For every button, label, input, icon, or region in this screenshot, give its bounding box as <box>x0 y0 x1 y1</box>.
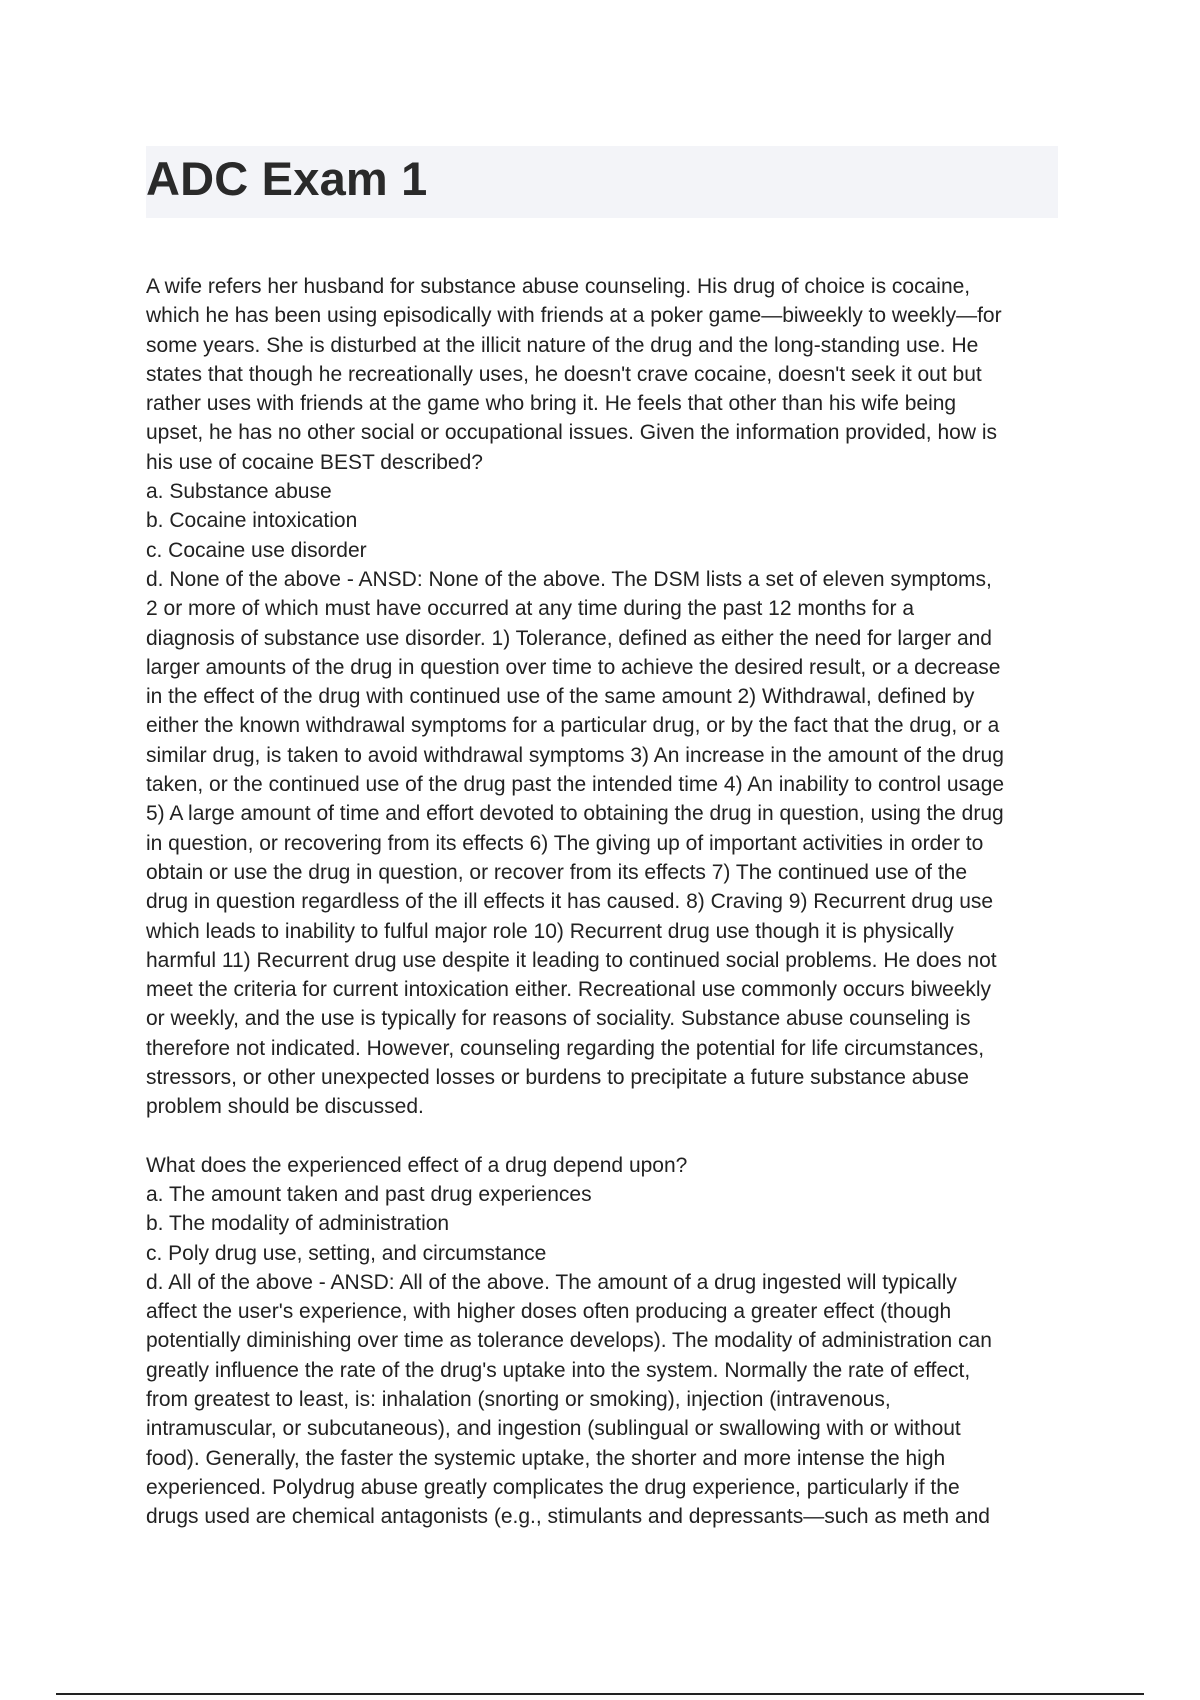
text-line: some years. She is disturbed at the illicit nature of the drug and the long-standing use. He <box>146 333 979 357</box>
text-line: d. None of the above - ANSD: None of the above. The DSM lists a set of eleven symptoms, <box>146 567 992 591</box>
title-banner <box>146 146 1058 218</box>
text-line: in the effect of the drug with continued use of the same amount 2) Withdrawal, defined by <box>146 685 975 709</box>
text-line: affect the user's experience, with higher doses often producing a greater effect (though <box>146 1300 952 1324</box>
text-line: states that though he recreationally uses, he doesn't crave cocaine, doesn't seek it out but <box>146 362 982 386</box>
text-line: 5) A large amount of time and effort devoted to obtaining the drug in question, using the drug <box>146 802 1004 826</box>
text-line: which he has been using episodically with friends at a poker game—biweekly to weekly—for <box>146 304 1002 328</box>
text-line: food). Generally, the faster the systemic uptake, the shorter and more intense the high <box>146 1446 946 1470</box>
text-line: What does the experienced effect of a drug depend upon? <box>146 1153 688 1177</box>
question-block-1 <box>146 272 1066 1122</box>
text-line: either the known withdrawal symptoms for a particular drug, or by the fact that the drug, or a <box>146 714 1000 738</box>
text-line: potentially diminishing over time as tolerance develops). The modality of administration can <box>146 1329 992 1353</box>
text-line: larger amounts of the drug in question over time to achieve the desired result, or a decrease <box>146 655 1001 679</box>
text-line: his use of cocaine BEST described? <box>146 450 483 474</box>
text-line: d. All of the above - ANSD: All of the above. The amount of a drug ingested will typically <box>146 1270 957 1294</box>
text-line: b. The modality of administration <box>146 1212 450 1236</box>
text-line: problem should be discussed. <box>146 1095 424 1119</box>
question-block-2 <box>146 1151 1066 1532</box>
text-line: experienced. Polydrug abuse greatly complicates the drug experience, particularly if the <box>146 1475 960 1499</box>
text-line: diagnosis of substance use disorder. 1) Tolerance, defined as either the need for larger and <box>146 626 992 650</box>
page-bottom-rule <box>56 1693 1144 1695</box>
text-line: 2 or more of which must have occurred at any time during the past 12 months for a <box>146 597 915 621</box>
text-line: upset, he has no other social or occupational issues. Given the information provided, how is <box>146 421 997 445</box>
text-line: c. Cocaine use disorder <box>146 538 367 562</box>
text-line: which leads to inability to fulful major role 10) Recurrent drug use though it is physically <box>146 919 954 943</box>
text-line: intramuscular, or subcutaneous), and ingestion (sublingual or swallowing with or without <box>146 1417 961 1441</box>
text-line: or weekly, and the use is typically for reasons of sociality. Substance abuse counseling is <box>146 1007 971 1031</box>
text-line: taken, or the continued use of the drug past the intended time 4) An inability to control usage <box>146 773 1005 797</box>
text-line: in question, or recovering from its effects 6) The giving up of important activities in order to <box>146 831 984 855</box>
text-line: b. Cocaine intoxication <box>146 509 358 533</box>
text-line: greatly influence the rate of the drug's uptake into the system. Normally the rate of effect, <box>146 1358 971 1382</box>
text-line: rather uses with friends at the game who bring it. He feels that other than his wife being <box>146 392 957 416</box>
text-line: a. The amount taken and past drug experiences <box>146 1182 592 1206</box>
text-line: drug in question regardless of the ill effects it has caused. 8) Craving 9) Recurrent drug use <box>146 890 994 914</box>
document-title: ADC Exam 1 <box>146 152 428 205</box>
text-line: a. Substance abuse <box>146 480 332 504</box>
document-body <box>146 272 1066 1560</box>
text-line: c. Poly drug use, setting, and circumstance <box>146 1241 547 1265</box>
text-line: similar drug, is taken to avoid withdrawal symptoms 3) An increase in the amount of the drug <box>146 743 1004 767</box>
text-line: harmful 11) Recurrent drug use despite it leading to continued social problems. He does not <box>146 948 997 972</box>
text-line: A wife refers her husband for substance abuse counseling. His drug of choice is cocaine, <box>146 275 971 298</box>
text-line: drugs used are chemical antagonists (e.g., stimulants and depressants—such as meth and <box>146 1505 990 1529</box>
text-line: meet the criteria for current intoxication either. Recreational use commonly occurs biweekly <box>146 978 992 1002</box>
text-line: obtain or use the drug in question, or recover from its effects 7) The continued use of the <box>146 860 968 884</box>
text-line: from greatest to least, is: inhalation (snorting or smoking), injection (intravenous, <box>146 1387 891 1411</box>
text-line: therefore not indicated. However, counseling regarding the potential for life circumstances, <box>146 1036 985 1060</box>
text-line: stressors, or other unexpected losses or burdens to precipitate a future substance abuse <box>146 1066 969 1090</box>
